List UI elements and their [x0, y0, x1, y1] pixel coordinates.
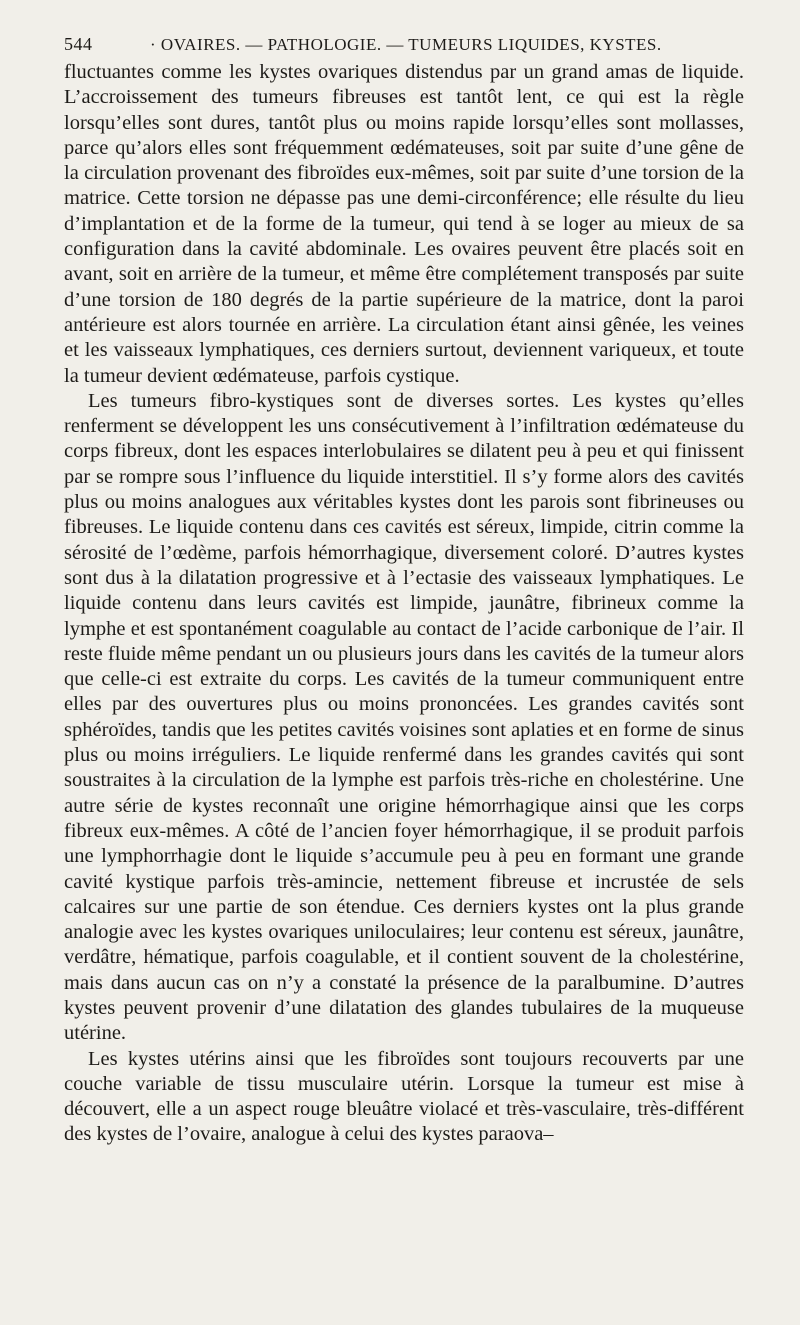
page-header	[64, 34, 744, 60]
page-body	[64, 60, 744, 1148]
paragraph-2: Les tumeurs fibro-kystiques sont de diverses sortes. Les kystes qu’elles renferment se développent les uns consécutivement à l’infiltration œdémateuse du corps fibreux, dont les espaces interlobulaires se dilatent peu à peu et qui finissent par se rompre sous l’influence du liquide interstitiel. Il s’y forme alors des cavités plus ou moins analogues aux véritables kystes dont les parois sont fibrineuses ou fibreuses. Le liquide contenu dans ces cavités est séreux, limpide, citrin comme la sérosité de l’œdème, parfois hémorrhagique, diversement coloré. D’autres kystes sont dus à la dilatation progressive et à l’ectasie des vaisseaux lymphatiques. Le liquide contenu dans leurs cavités est limpide, jaunâtre, fibrineux comme la lymphe et est spontanément coagulable au contact de l’acide carbonique de l’air. Il reste fluide même pendant un ou plusieurs jours dans les cavités de la tumeur alors que celle-ci est extraite du corps. Les cavités de la tumeur communiquent entre elles par des ouvertures plus ou moins prononcées. Les grandes cavités sont sphéroïdes, tandis que les petites cavités voisines sont aplaties et en forme de sinus plus ou moins irréguliers. Le liquide renfermé dans les grandes cavités qui sont soustraites à la circulation de la lymphe est parfois très-riche en cholestérine. Une autre série de kystes reconnaît une origine hémorrhagique ainsi que les corps fibreux eux-mêmes. A côté de l’ancien foyer hémorrhagique, il se produit parfois une lymphorrhagie dont le liquide s’accumule peu à peu en formant une grande cavité kystique parfois très-amincie, nettement fibreuse et incrustée de sels calcaires sur une partie de son étendue. Ces derniers kystes ont la plus grande analogie avec les kystes ovariques uniloculaires; leur contenu est séreux, jaunâtre, verdâtre, hématique, parfois coagulable, et il contient souvent de la cholestérine, mais dans aucun cas on n’y a constaté la présence de la paralbumine. D’autres kystes peuvent provenir d’une dilatation des glandes tubulaires de la muqueuse utérine.	[64, 389, 744, 1045]
running-title: · OVAIRES. — PATHOLOGIE. — TUMEURS LIQUIDES, KYSTES.	[150, 35, 662, 54]
paragraph-1: fluctuantes comme les kystes ovariques distendus par un grand amas de liquide. L’accroissement des tumeurs fibreuses est tantôt lent, ce qui est la règle lorsqu’elles sont dures, tantôt plus ou moins rapide lorsqu’elles sont mollasses, parce qu’alors elles sont fréquemment œdémateuses, soit par suite d’une gêne de la circulation provenant des fibroïdes eux-mêmes, soit par suite d’une torsion de la matrice. Cette torsion ne dépasse pas une demi-circonférence; elle résulte du lieu d’implantation et de la forme de la tumeur, qui tend à se loger au mieux de sa configuration dans la cavité abdominale. Les ovaires peuvent être placés soit en avant, soit en arrière de la tumeur, et même être complétement transposés par suite d’une torsion de 180 degrés de la partie supérieure de la matrice, dont la paroi antérieure est alors tournée en arrière. La circulation étant ainsi gênée, les veines et les vaisseaux lymphatiques, ces derniers surtout, deviennent variqueux, et toute la tumeur devient œdémateuse, parfois cystique.	[64, 61, 744, 387]
paragraph-3: Les kystes utérins ainsi que les fibroïdes sont toujours recouverts par une couche variable de tissu musculaire utérin. Lorsque la tumeur est mise à découvert, elle a un aspect rouge bleuâtre violacé et très-vasculaire, très-différent des kystes de l’ovaire, analogue à celui des kystes paraova–	[64, 1047, 744, 1146]
page-number: 544	[64, 34, 93, 54]
book-page	[64, 34, 744, 1148]
